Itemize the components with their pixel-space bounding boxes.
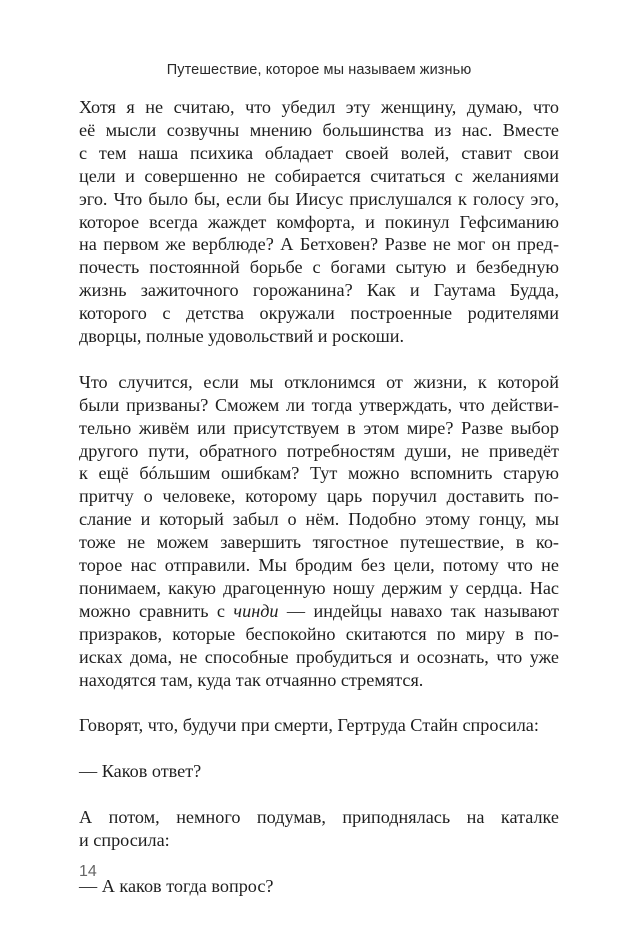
text-line: были призваны? Сможем ли тогда утверждать, что действи- <box>79 394 559 415</box>
text-line: находятся там, куда так отчаянно стремятся. <box>79 669 424 690</box>
text-line: слание и который забыл о нём. Подобно этому гонцу, мы <box>79 509 559 530</box>
text-line: А потом, немного подумав, приподнялась на каталке <box>79 807 559 828</box>
paragraph-gap <box>79 348 559 371</box>
text-line: цели и совершенно не собирается считаться с желаниями <box>79 165 559 186</box>
text-line: понимаем, какую драгоценную ношу держим у сердца. Нас <box>79 578 559 599</box>
paragraph <box>79 714 559 737</box>
text-line: которого с детства окружали построенные родителями <box>79 303 559 324</box>
text-line: которое всегда жаждет комфорта, и покинул Гефсиманию <box>79 211 559 232</box>
text-line: её мысли созвучны мнению большинства из нас. Вместе <box>79 119 559 140</box>
text-line: и спросила: <box>79 829 170 850</box>
paragraph-gap <box>79 737 559 760</box>
paragraph <box>79 760 559 783</box>
text-line: притчу о человеке, которому царь поручил доставить по- <box>79 486 559 507</box>
text-line: тельно живём или присутствуем в этом мире? Разве выбор <box>79 417 559 438</box>
text-line: призраков, которые беспокойно скитаются по миру в по- <box>79 623 559 644</box>
paragraph-gap <box>79 783 559 806</box>
text-line: эго. Что было бы, если бы Иисус прислушался к голосу эго, <box>79 188 559 209</box>
paragraph <box>79 806 559 852</box>
text-line: — Каков ответ? <box>79 761 202 782</box>
text-line: жизнь зажиточного горожанина? Как и Гаутама Будда, <box>79 280 559 301</box>
text-run: — индейцы навахо так называют <box>278 600 560 621</box>
paragraph-gap <box>79 692 559 715</box>
text-line: исках дома, не способные пробудиться и осознать, что уже <box>79 646 559 667</box>
text-line: Говорят, что, будучи при смерти, Гертруда Стайн спросила: <box>79 715 539 736</box>
text-line: почесть постоянной борьбе с богами сытую и безбедную <box>79 257 559 278</box>
text-line: другого пути, обратного потребностям души, не приведёт <box>79 440 559 461</box>
text-line: к ещё бóльшим ошибкам? Тут можно вспомнить старую <box>79 463 559 484</box>
paragraph-gap <box>79 852 559 875</box>
text-line: Хотя я не считаю, что убедил эту женщину, думаю, что <box>79 97 559 117</box>
text-line: на первом же верблюде? А Бетховен? Разве не мог он пред- <box>79 234 559 255</box>
text-line: дворцы, полные удовольствий и роскоши. <box>79 326 405 347</box>
page-number: 14 <box>79 863 97 880</box>
text-line: тоже не можем завершить тягостное путешествие, в ко- <box>79 532 559 553</box>
text-line: Что случится, если мы отклонимся от жизни, к которой <box>79 371 559 392</box>
italic-term: чинди <box>233 600 279 621</box>
body-text <box>79 96 559 898</box>
text-line: с тем наша психика обладает своей волей, ставит свои <box>79 142 559 163</box>
paragraph <box>79 875 559 898</box>
paragraph <box>79 96 559 348</box>
text-line: — А каков тогда вопрос? <box>79 875 274 896</box>
running-head: Путешествие, которое мы называем жизнью <box>166 62 472 78</box>
text-line: торое нас отправили. Мы бродим без цели, потому что не <box>79 555 559 576</box>
text-run: можно сравнить с <box>79 600 234 621</box>
text-line <box>79 600 559 623</box>
paragraph <box>79 371 559 692</box>
